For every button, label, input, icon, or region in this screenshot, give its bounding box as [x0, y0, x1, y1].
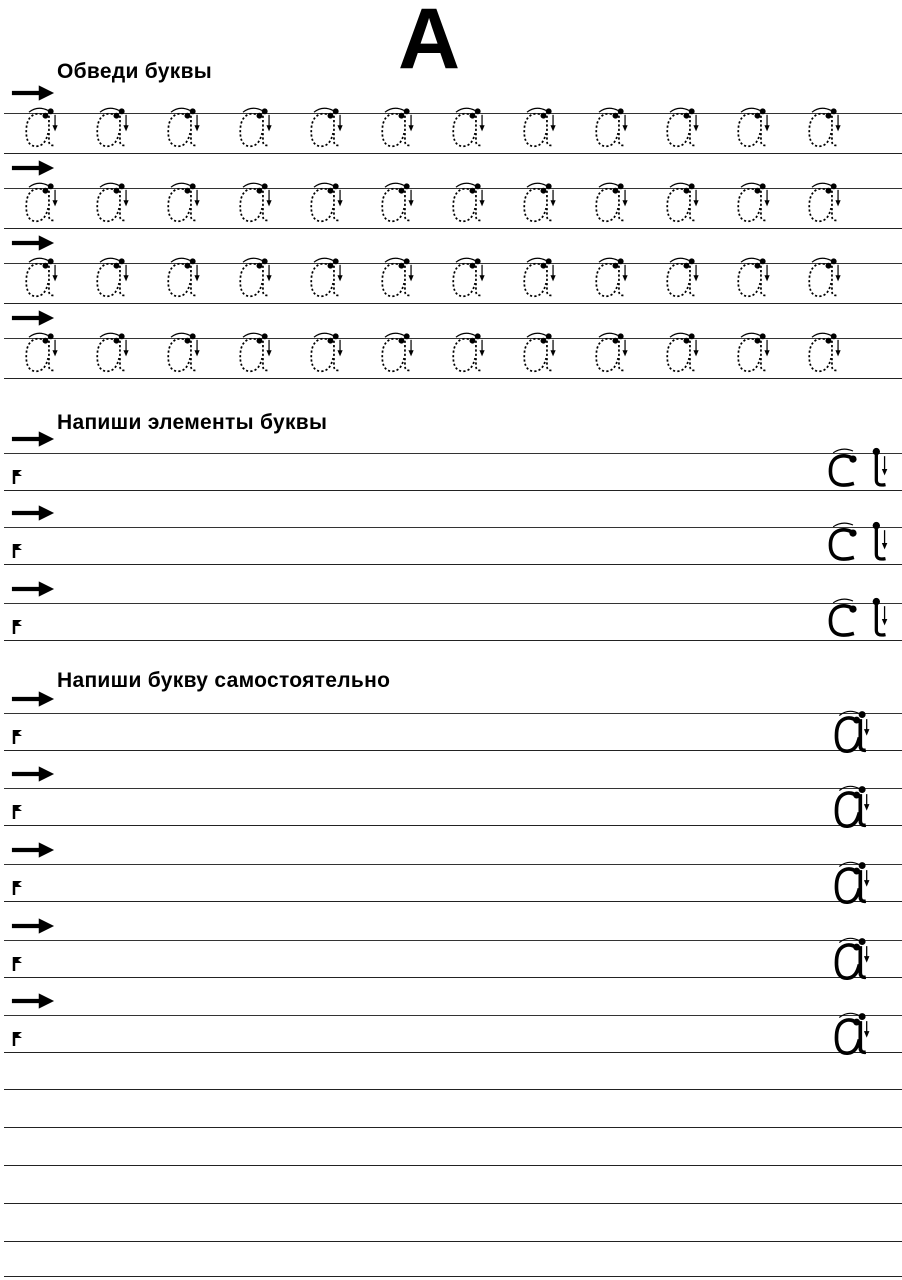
- arrow-right-icon: [10, 158, 56, 178]
- letter-a-sample-icon: [832, 1009, 874, 1057]
- element-c-icon: [826, 597, 862, 641]
- dotted-letter-a-icon: [592, 253, 632, 301]
- dotted-letter-a-icon: [805, 103, 845, 151]
- independent-line-bottom: [4, 901, 902, 902]
- dotted-letter-a-icon: [236, 178, 276, 226]
- dotted-letter-a-icon: [520, 103, 560, 151]
- elements-line-top: [4, 603, 902, 604]
- dotted-letter-a-icon: [663, 253, 703, 301]
- arrow-right-icon: [10, 83, 56, 103]
- independent-line-bottom: [4, 977, 902, 978]
- heading-trace: Обведи буквы: [57, 60, 213, 83]
- dotted-letter-a-icon: [22, 103, 62, 151]
- arrow-right-icon: [10, 764, 56, 784]
- letter-a-sample-icon: [832, 707, 874, 755]
- dotted-letter-a-icon: [592, 178, 632, 226]
- heading-elements: Напиши элементы буквы: [57, 411, 328, 434]
- elements-line-bottom: [4, 564, 902, 565]
- trace-line-bottom: [4, 303, 902, 304]
- dotted-letter-a-icon: [93, 178, 133, 226]
- elements-line-top: [4, 453, 902, 454]
- dotted-letter-a-icon: [307, 253, 347, 301]
- element-stick-icon: [868, 521, 892, 565]
- heading-independent: Напиши букву самостоятельно: [57, 669, 391, 692]
- dotted-letter-a-icon: [93, 328, 133, 376]
- arrow-right-icon: [10, 429, 56, 449]
- dotted-letter-a-icon: [805, 253, 845, 301]
- dotted-letter-a-icon: [805, 328, 845, 376]
- blank-writing-line: [4, 1241, 902, 1242]
- dotted-letter-a-icon: [378, 328, 418, 376]
- dotted-letter-a-icon: [734, 178, 774, 226]
- dotted-letter-a-icon: [164, 103, 204, 151]
- dotted-letter-a-icon: [164, 178, 204, 226]
- dotted-letter-a-icon: [520, 328, 560, 376]
- independent-line-bottom: [4, 1052, 902, 1053]
- blank-writing-line: [4, 1089, 902, 1090]
- dotted-letter-a-icon: [449, 178, 489, 226]
- dotted-letter-a-icon: [663, 328, 703, 376]
- arrow-right-icon: [10, 840, 56, 860]
- flag-icon: [12, 619, 24, 635]
- dotted-letter-a-icon: [236, 103, 276, 151]
- dotted-letter-a-icon: [592, 103, 632, 151]
- dotted-letter-a-icon: [449, 253, 489, 301]
- dotted-letter-a-icon: [449, 328, 489, 376]
- dotted-letter-a-icon: [93, 103, 133, 151]
- arrow-right-icon: [10, 689, 56, 709]
- flag-icon: [12, 804, 24, 820]
- arrow-right-icon: [10, 308, 56, 328]
- elements-line-top: [4, 527, 902, 528]
- dotted-letter-a-icon: [378, 253, 418, 301]
- element-c-icon: [826, 447, 862, 491]
- letter-a-sample-icon: [832, 782, 874, 830]
- dotted-letter-a-icon: [592, 328, 632, 376]
- elements-line-bottom: [4, 490, 902, 491]
- dotted-letter-a-icon: [520, 178, 560, 226]
- flag-icon: [12, 469, 24, 485]
- page-title-letter: А: [398, 0, 461, 87]
- trace-line-bottom: [4, 228, 902, 229]
- blank-writing-line: [4, 1165, 902, 1166]
- element-c-icon: [826, 521, 862, 565]
- independent-line-top: [4, 713, 902, 714]
- dotted-letter-a-icon: [378, 103, 418, 151]
- independent-line-top: [4, 864, 902, 865]
- flag-icon: [12, 1031, 24, 1047]
- elements-line-bottom: [4, 640, 902, 641]
- dotted-letter-a-icon: [307, 328, 347, 376]
- blank-writing-line: [4, 1276, 902, 1277]
- blank-writing-line: [4, 1203, 902, 1204]
- dotted-letter-a-icon: [22, 328, 62, 376]
- dotted-letter-a-icon: [164, 328, 204, 376]
- dotted-letter-a-icon: [805, 178, 845, 226]
- blank-writing-line: [4, 1127, 902, 1128]
- dotted-letter-a-icon: [734, 253, 774, 301]
- flag-icon: [12, 543, 24, 559]
- arrow-right-icon: [10, 579, 56, 599]
- dotted-letter-a-icon: [449, 103, 489, 151]
- letter-a-sample-icon: [832, 934, 874, 982]
- dotted-letter-a-icon: [307, 178, 347, 226]
- flag-icon: [12, 880, 24, 896]
- arrow-right-icon: [10, 503, 56, 523]
- dotted-letter-a-icon: [236, 253, 276, 301]
- independent-line-top: [4, 1015, 902, 1016]
- dotted-letter-a-icon: [520, 253, 560, 301]
- dotted-letter-a-icon: [734, 103, 774, 151]
- independent-line-top: [4, 940, 902, 941]
- element-stick-icon: [868, 597, 892, 641]
- flag-icon: [12, 956, 24, 972]
- dotted-letter-a-icon: [378, 178, 418, 226]
- dotted-letter-a-icon: [663, 178, 703, 226]
- element-stick-icon: [868, 447, 892, 491]
- dotted-letter-a-icon: [307, 103, 347, 151]
- flag-icon: [12, 729, 24, 745]
- trace-line-bottom: [4, 378, 902, 379]
- dotted-letter-a-icon: [663, 103, 703, 151]
- dotted-letter-a-icon: [93, 253, 133, 301]
- dotted-letter-a-icon: [22, 253, 62, 301]
- independent-line-top: [4, 788, 902, 789]
- dotted-letter-a-icon: [236, 328, 276, 376]
- independent-line-bottom: [4, 825, 902, 826]
- dotted-letter-a-icon: [164, 253, 204, 301]
- arrow-right-icon: [10, 991, 56, 1011]
- trace-line-bottom: [4, 153, 902, 154]
- arrow-right-icon: [10, 233, 56, 253]
- independent-line-bottom: [4, 750, 902, 751]
- dotted-letter-a-icon: [734, 328, 774, 376]
- letter-a-sample-icon: [832, 858, 874, 906]
- dotted-letter-a-icon: [22, 178, 62, 226]
- arrow-right-icon: [10, 916, 56, 936]
